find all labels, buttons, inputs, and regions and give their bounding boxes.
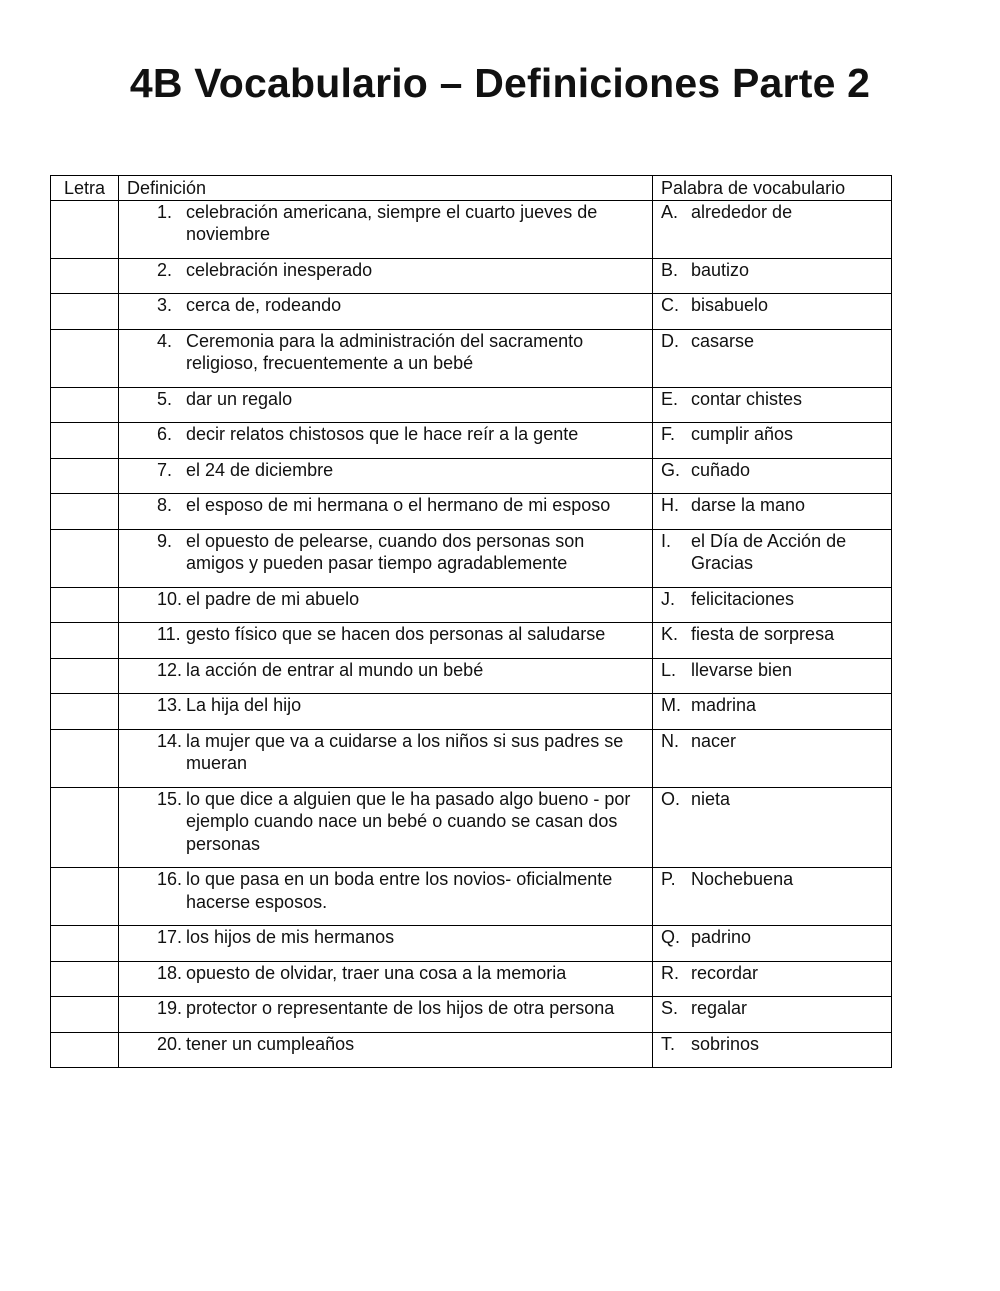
definition-cell — [119, 200, 653, 258]
answer-letter-cell[interactable] — [51, 997, 119, 1033]
vocabulary-word: alrededor de — [691, 201, 793, 222]
vocabulary-letter: M. — [661, 695, 681, 715]
table-row — [51, 329, 892, 387]
vocabulary-cell — [653, 868, 892, 926]
answer-letter-cell[interactable] — [51, 387, 119, 423]
vocabulary-letter: O. — [661, 788, 681, 809]
vocabulary-letter: D. — [661, 330, 679, 351]
table-row — [51, 423, 892, 459]
vocabulary-letter: N. — [661, 730, 679, 751]
definition-number: 6. — [157, 424, 173, 444]
vocabulary-letter: H. — [661, 495, 679, 515]
header-letra: Letra — [51, 176, 119, 201]
definition-cell — [119, 494, 653, 530]
definition-cell — [119, 458, 653, 494]
table-row — [51, 961, 892, 997]
definition-text: opuesto de olvidar, traer una cosa a la memoria — [186, 962, 567, 983]
vocabulary-letter: P. — [661, 869, 676, 889]
table-row — [51, 997, 892, 1033]
definition-cell — [119, 961, 653, 997]
vocabulary-cell — [653, 787, 892, 868]
vocabulary-letter: R. — [661, 962, 679, 983]
vocabulary-letter: B. — [661, 259, 679, 280]
answer-letter-cell[interactable] — [51, 961, 119, 997]
definition-number: 1. — [157, 201, 173, 222]
vocabulary-letter: A. — [661, 201, 679, 222]
definition-number: 4. — [157, 330, 173, 351]
definition-text: los hijos de mis hermanos — [186, 927, 395, 947]
vocabulary-cell — [653, 694, 892, 730]
answer-letter-cell[interactable] — [51, 694, 119, 730]
table-header-row — [51, 176, 892, 201]
definition-number: 11. — [157, 624, 181, 644]
table-row — [51, 694, 892, 730]
answer-letter-cell[interactable] — [51, 200, 119, 258]
vocabulary-word: fiesta de sorpresa — [691, 624, 835, 644]
vocabulary-word: padrino — [691, 927, 752, 947]
vocabulary-letter: G. — [661, 459, 681, 480]
definition-cell — [119, 587, 653, 623]
definition-number: 17. — [157, 927, 183, 947]
vocabulary-word: nieta — [691, 788, 731, 809]
answer-letter-cell[interactable] — [51, 729, 119, 787]
vocabulary-letter: T. — [661, 1033, 676, 1054]
definition-cell — [119, 926, 653, 962]
table-row — [51, 258, 892, 294]
definition-cell — [119, 623, 653, 659]
table-row — [51, 623, 892, 659]
vocabulary-cell — [653, 387, 892, 423]
vocabulary-word: contar chistes — [691, 388, 803, 409]
header-palabra: Palabra de vocabulario — [653, 176, 892, 201]
vocabulary-cell — [653, 423, 892, 459]
page-title: 4B Vocabulario – Definiciones Parte 2 — [129, 60, 871, 106]
table-row — [51, 868, 892, 926]
vocabulary-letter: L. — [661, 659, 677, 680]
answer-letter-cell[interactable] — [51, 658, 119, 694]
definition-number: 13. — [157, 695, 183, 715]
vocabulary-cell — [653, 926, 892, 962]
header-definicion: Definición — [119, 176, 653, 201]
table-row — [51, 587, 892, 623]
answer-letter-cell[interactable] — [51, 623, 119, 659]
vocabulary-cell — [653, 1032, 892, 1068]
vocabulary-word: cumplir años — [691, 424, 794, 444]
vocabulary-cell — [653, 458, 892, 494]
definition-text: gesto físico que se hacen dos personas al saludarse — [186, 624, 606, 644]
vocabulary-word: regalar — [691, 998, 748, 1018]
definition-cell — [119, 423, 653, 459]
vocabulary-word: bautizo — [691, 259, 750, 280]
vocabulary-letter: K. — [661, 624, 679, 644]
vocabulary-cell — [653, 658, 892, 694]
definition-text: La hija del hijo — [186, 695, 302, 715]
definition-cell — [119, 868, 653, 926]
table-row — [51, 1032, 892, 1068]
definition-text: el opuesto de pelearse, cuando dos personas son amigos y pueden pasar tiempo agradablemente — [186, 530, 585, 573]
vocabulary-word: recordar — [691, 962, 759, 983]
definition-cell — [119, 258, 653, 294]
table-row — [51, 529, 892, 587]
definition-text: decir relatos chistosos que le hace reír a la gente — [186, 424, 579, 444]
vocabulary-word: nacer — [691, 730, 737, 751]
table-row — [51, 729, 892, 787]
definition-number: 8. — [157, 495, 173, 515]
definition-text: tener un cumpleaños — [186, 1033, 355, 1054]
table-row — [51, 200, 892, 258]
vocabulary-letter: J. — [661, 588, 676, 609]
vocabulary-word: el Día de Acción de Gracias — [691, 530, 847, 573]
answer-letter-cell[interactable] — [51, 529, 119, 587]
answer-letter-cell[interactable] — [51, 494, 119, 530]
definition-cell — [119, 787, 653, 868]
definition-text: el esposo de mi hermana o el hermano de mi esposo — [186, 495, 611, 515]
definition-text: celebración inesperado — [186, 259, 373, 280]
definition-number: 3. — [157, 295, 173, 315]
definition-number: 10. — [157, 588, 183, 609]
definition-text: Ceremonia para la administración del sacramento religioso, frecuentemente a un bebé — [186, 330, 584, 373]
definition-cell — [119, 694, 653, 730]
vocabulary-word: casarse — [691, 330, 755, 351]
definition-text: lo que pasa en un boda entre los novios- oficialmente hacerse esposos. — [186, 869, 613, 912]
answer-letter-cell[interactable] — [51, 1032, 119, 1068]
vocabulary-cell — [653, 961, 892, 997]
definition-cell — [119, 387, 653, 423]
vocabulary-word: bisabuelo — [691, 295, 769, 315]
table-row — [51, 787, 892, 868]
definition-cell — [119, 329, 653, 387]
vocabulary-cell — [653, 623, 892, 659]
definition-number: 9. — [157, 530, 173, 551]
answer-letter-cell[interactable] — [51, 787, 119, 868]
table-row — [51, 294, 892, 330]
vocabulary-word: darse la mano — [691, 495, 806, 515]
table-row — [51, 387, 892, 423]
vocabulary-word: Nochebuena — [691, 869, 794, 889]
vocabulary-word: llevarse bien — [691, 659, 793, 680]
definition-number: 19. — [157, 998, 183, 1018]
definition-number: 16. — [157, 869, 183, 889]
definition-cell — [119, 658, 653, 694]
definition-number: 2. — [157, 259, 173, 280]
vocabulary-letter: F. — [661, 424, 676, 444]
vocabulary-word: cuñado — [691, 459, 751, 480]
vocabulary-cell — [653, 258, 892, 294]
vocabulary-cell — [653, 200, 892, 258]
definition-text: protector o representante de los hijos de otra persona — [186, 998, 615, 1018]
answer-letter-cell[interactable] — [51, 926, 119, 962]
vocabulary-letter: C. — [661, 295, 679, 315]
definition-cell — [119, 294, 653, 330]
answer-letter-cell[interactable] — [51, 868, 119, 926]
definition-text: celebración americana, siempre el cuarto jueves de noviembre — [186, 201, 598, 244]
vocabulary-word: felicitaciones — [691, 588, 795, 609]
answer-letter-cell[interactable] — [51, 458, 119, 494]
definition-cell — [119, 529, 653, 587]
definition-number: 15. — [157, 788, 183, 809]
definition-text: dar un regalo — [186, 388, 293, 409]
definition-text: cerca de, rodeando — [186, 295, 342, 315]
definition-text: el 24 de diciembre — [186, 459, 334, 480]
vocabulary-letter: I. — [661, 530, 672, 551]
vocabulary-cell — [653, 587, 892, 623]
vocabulary-word: sobrinos — [691, 1033, 760, 1054]
definition-text: la mujer que va a cuidarse a los niños si sus padres se mueran — [186, 730, 624, 773]
vocabulary-cell — [653, 529, 892, 587]
vocabulary-letter: E. — [661, 388, 679, 409]
definition-text: el padre de mi abuelo — [186, 588, 360, 609]
answer-letter-cell[interactable] — [51, 294, 119, 330]
vocabulary-word: madrina — [691, 695, 757, 715]
vocabulary-letter: Q. — [661, 927, 681, 947]
definition-number: 12. — [157, 659, 183, 680]
definition-number: 14. — [157, 730, 183, 751]
answer-letter-cell[interactable] — [51, 587, 119, 623]
definition-number: 7. — [157, 459, 173, 480]
table-row — [51, 658, 892, 694]
definition-text: la acción de entrar al mundo un bebé — [186, 659, 484, 680]
vocabulary-cell — [653, 997, 892, 1033]
answer-letter-cell[interactable] — [51, 258, 119, 294]
vocabulary-cell — [653, 729, 892, 787]
definition-number: 5. — [157, 388, 173, 409]
definition-cell — [119, 997, 653, 1033]
table-row — [51, 494, 892, 530]
vocabulary-table — [50, 175, 892, 1068]
definition-cell — [119, 1032, 653, 1068]
definition-cell — [119, 729, 653, 787]
definition-number: 20. — [157, 1033, 183, 1054]
table-row — [51, 458, 892, 494]
vocabulary-cell — [653, 294, 892, 330]
definition-text: lo que dice a alguien que le ha pasado algo bueno - por ejemplo cuando nace un bebé o cuando se casan dos personas — [186, 788, 631, 854]
vocabulary-cell — [653, 494, 892, 530]
table-row — [51, 926, 892, 962]
answer-letter-cell[interactable] — [51, 423, 119, 459]
vocabulary-cell — [653, 329, 892, 387]
answer-letter-cell[interactable] — [51, 329, 119, 387]
definition-number: 18. — [157, 962, 183, 983]
vocabulary-letter: S. — [661, 998, 679, 1018]
